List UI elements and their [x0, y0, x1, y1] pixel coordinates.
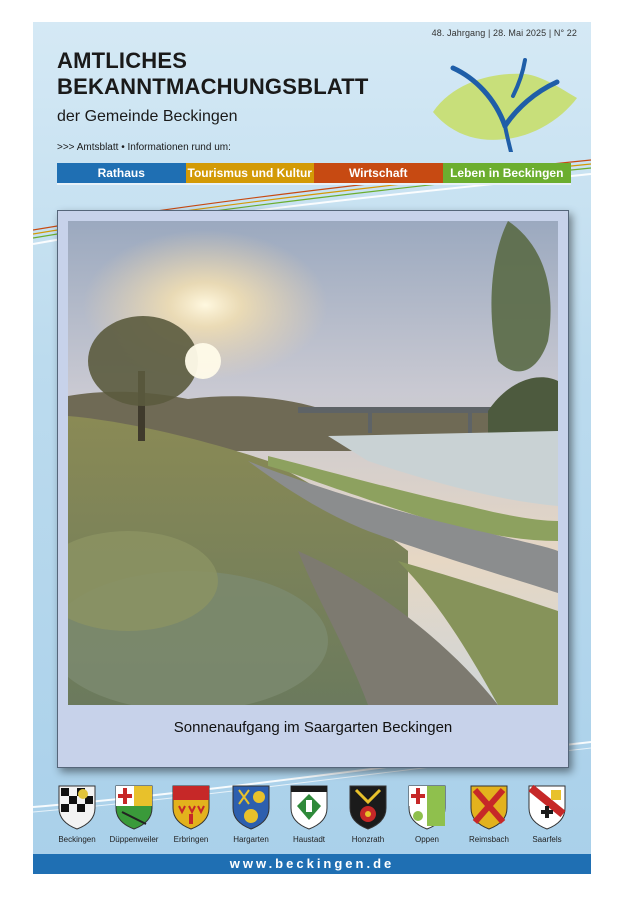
- page-title-line1: AMTLICHES: [57, 48, 188, 73]
- page-title-line2: BEKANNTMACHUNGSBLATT: [57, 74, 369, 99]
- crest-label-dueppenweiler: Düppenweiler: [109, 835, 159, 844]
- photo-caption: Sonnenaufgang im Saargarten Beckingen: [173, 719, 453, 736]
- page-subtitle: der Gemeinde Beckingen: [57, 108, 238, 125]
- beckingen-leaf-logo-icon: [425, 52, 585, 152]
- issue-info: 48. Jahrgang | 28. Mai 2025 | N° 22: [431, 28, 577, 38]
- crest-label-saarfels: Saarfels: [532, 835, 562, 844]
- newspaper-cover: [33, 22, 591, 874]
- nav-underline: [57, 183, 571, 185]
- hargarten-crest-icon: [231, 784, 271, 830]
- crest-label-oppen: Oppen: [414, 835, 440, 844]
- haustadt-crest-icon: [289, 784, 329, 830]
- topic-navbar: [57, 163, 571, 183]
- nav-tab-rathaus[interactable]: Rathaus: [57, 163, 186, 183]
- erbringen-crest-icon: [171, 784, 211, 830]
- oppen-crest-icon: [407, 784, 447, 830]
- cover-photo-frame: [57, 210, 569, 768]
- dueppenweiler-crest-icon: [114, 784, 154, 830]
- cover-photo-sunrise: [68, 221, 558, 705]
- crest-label-erbringen: Erbringen: [173, 835, 209, 844]
- beckingen-crest-icon: [57, 784, 97, 830]
- intro-text: >>> Amtsblatt • Informationen rund um:: [57, 142, 231, 153]
- nav-tab-leben-in-beckingen[interactable]: Leben in Beckingen: [443, 163, 572, 183]
- reimsbach-crest-icon: [469, 784, 509, 830]
- crest-label-reimsbach: Reimsbach: [468, 835, 509, 844]
- crest-label-haustadt: Haustadt: [292, 835, 326, 844]
- nav-tab-tourismus-und-kultur[interactable]: Tourismus und Kultur: [186, 163, 315, 183]
- website-link[interactable]: www.beckingen.de: [33, 854, 591, 874]
- honzrath-crest-icon: [348, 784, 388, 830]
- crest-label-honzrath: Honzrath: [351, 835, 385, 844]
- crest-label-beckingen: Beckingen: [58, 835, 96, 844]
- nav-tab-wirtschaft[interactable]: Wirtschaft: [314, 163, 443, 183]
- saarfels-crest-icon: [527, 784, 567, 830]
- crest-label-hargarten: Hargarten: [233, 835, 269, 844]
